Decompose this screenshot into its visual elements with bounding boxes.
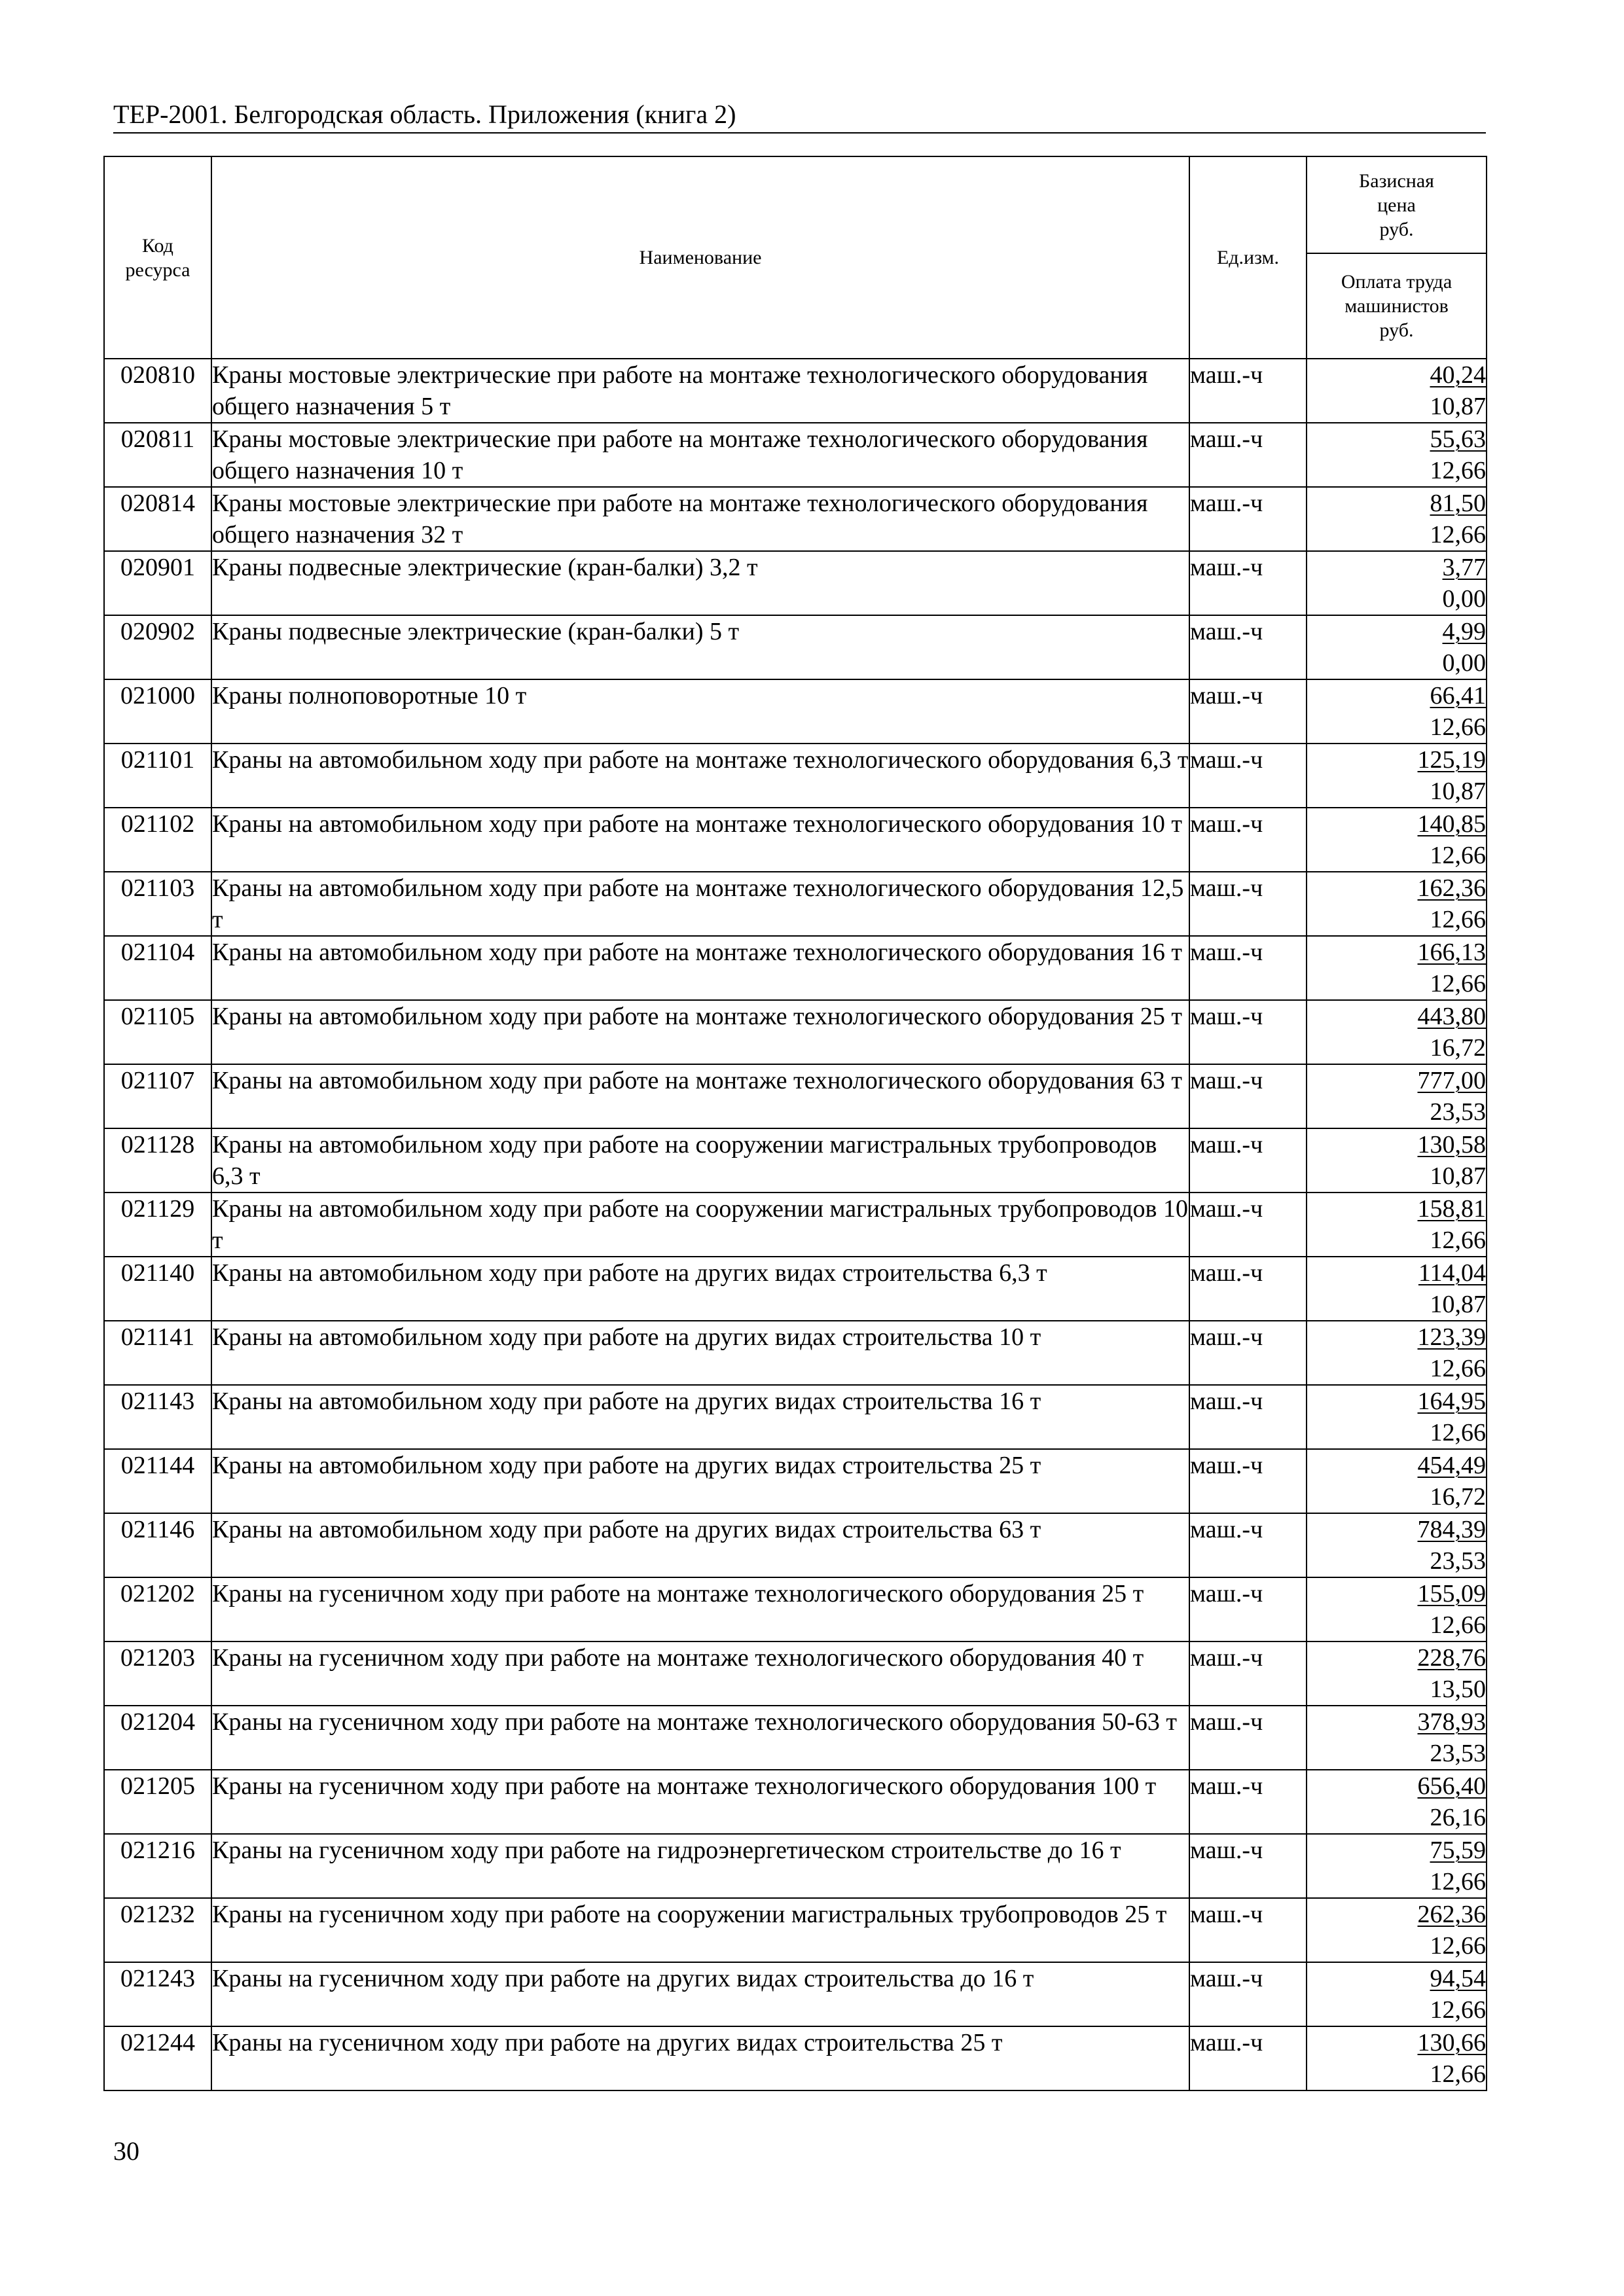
base-price: 162,36 [1417,874,1486,902]
resource-code: 021129 [104,1193,211,1257]
resource-code: 021103 [104,872,211,936]
page-number: 30 [113,2136,139,2166]
unit-of-measure: маш.-ч [1189,808,1307,872]
unit-of-measure: маш.-ч [1189,936,1307,1000]
base-price: 94,54 [1430,1965,1486,1992]
table-row [104,1064,1487,1128]
price-cell [1307,2026,1487,2090]
price-cell [1307,1706,1487,1770]
resource-name: Краны полноповоротные 10 т [211,679,1189,744]
resource-code: 021107 [104,1064,211,1128]
price-cell [1307,487,1487,551]
table-row [104,1128,1487,1193]
base-price: 777,00 [1417,1067,1486,1094]
resource-name: Краны на гусеничном ходу при работе на монтаже технологического оборудования 50-63 т [211,1706,1189,1770]
resource-name: Краны на гусеничном ходу при работе на монтаже технологического оборудования 40 т [211,1641,1189,1706]
resource-code: 021202 [104,1577,211,1641]
operator-wage: 16,72 [1430,1034,1486,1062]
price-cell [1307,1898,1487,1962]
resource-code: 021141 [104,1321,211,1385]
price-cell [1307,1449,1487,1513]
resource-name: Краны на автомобильном ходу при работе на других видах строительства 25 т [211,1449,1189,1513]
resource-name: Краны на автомобильном ходу при работе на сооружении магистральных трубопроводов 10 т [211,1193,1189,1257]
resource-code: 021205 [104,1770,211,1834]
price-cell [1307,551,1487,615]
price-cell [1307,1064,1487,1128]
header-rule [113,132,1486,134]
unit-of-measure: маш.-ч [1189,2026,1307,2090]
table-row [104,551,1487,615]
table-row [104,808,1487,872]
operator-wage: 10,87 [1430,393,1486,420]
operator-wage: 10,87 [1430,1291,1486,1318]
resource-code: 021244 [104,2026,211,2090]
unit-of-measure: маш.-ч [1189,679,1307,744]
table-row [104,1834,1487,1898]
resource-code: 021146 [104,1513,211,1577]
column-header-base-price [1307,156,1487,253]
table-row [104,1385,1487,1449]
table-row [104,615,1487,679]
resource-code: 021140 [104,1257,211,1321]
base-price: 130,58 [1417,1131,1486,1158]
base-price: 3,77 [1442,554,1486,581]
resource-code: 021105 [104,1000,211,1064]
resource-code: 021204 [104,1706,211,1770]
operator-wage: 12,66 [1430,457,1486,484]
base-price: 262,36 [1417,1901,1486,1928]
table-row [104,1962,1487,2026]
price-cell [1307,808,1487,872]
unit-of-measure: маш.-ч [1189,1641,1307,1706]
resource-name: Краны на автомобильном ходу при работе на монтаже технологического оборудования 25 т [211,1000,1189,1064]
column-header-code [104,156,211,359]
base-price: 75,59 [1430,1837,1486,1864]
operator-wage: 12,66 [1430,2060,1486,2088]
base-price: 166,13 [1417,939,1486,966]
base-price: 130,66 [1417,2029,1486,2056]
resource-code: 020810 [104,359,211,423]
table-row [104,1321,1487,1385]
base-price: 378,93 [1417,1708,1486,1736]
resource-code: 021144 [104,1449,211,1513]
unit-of-measure: маш.-ч [1189,1577,1307,1641]
unit-of-measure: маш.-ч [1189,487,1307,551]
column-header-base-price-line2: цена [1377,194,1416,216]
resource-name: Краны на автомобильном ходу при работе на других видах строительства 6,3 т [211,1257,1189,1321]
unit-of-measure: маш.-ч [1189,615,1307,679]
base-price: 656,40 [1417,1772,1486,1800]
table-row [104,1513,1487,1577]
base-price: 114,04 [1418,1259,1486,1287]
resource-code: 021104 [104,936,211,1000]
column-header-wage-line1: Оплата труда [1341,271,1453,293]
price-cell [1307,1641,1487,1706]
column-header-wage [1307,253,1487,359]
unit-of-measure: маш.-ч [1189,744,1307,808]
unit-of-measure: маш.-ч [1189,1898,1307,1962]
resource-code: 021102 [104,808,211,872]
resource-name: Краны на гусеничном ходу при работе на других видах строительства до 16 т [211,1962,1189,2026]
resource-code: 021000 [104,679,211,744]
base-price: 66,41 [1430,682,1486,709]
column-header-code-line1: Код [142,234,173,257]
resource-name: Краны на автомобильном ходу при работе на монтаже технологического оборудования 16 т [211,936,1189,1000]
unit-of-measure: маш.-ч [1189,1449,1307,1513]
table-row [104,1449,1487,1513]
base-price: 123,39 [1417,1323,1486,1351]
operator-wage: 0,00 [1442,649,1486,677]
unit-of-measure: маш.-ч [1189,423,1307,487]
operator-wage: 12,66 [1430,1419,1486,1446]
table-row [104,1257,1487,1321]
operator-wage: 12,66 [1430,1996,1486,2024]
resource-table [103,156,1487,2091]
unit-of-measure: маш.-ч [1189,1834,1307,1898]
operator-wage: 12,66 [1430,842,1486,869]
base-price: 784,39 [1417,1516,1486,1543]
resource-code: 021216 [104,1834,211,1898]
table-row [104,744,1487,808]
unit-of-measure: маш.-ч [1189,1385,1307,1449]
base-price: 454,49 [1417,1452,1486,1479]
table-header [104,156,1487,359]
column-header-unit: Ед.изм. [1189,156,1307,359]
resource-name: Краны на автомобильном ходу при работе на монтаже технологического оборудования 6,3 т [211,744,1189,808]
table-row [104,1577,1487,1641]
unit-of-measure: маш.-ч [1189,359,1307,423]
unit-of-measure: маш.-ч [1189,1513,1307,1577]
table-row [104,423,1487,487]
price-cell [1307,1128,1487,1193]
column-header-code-line2: ресурса [125,259,190,281]
base-price: 4,99 [1442,618,1486,645]
resource-name: Краны на автомобильном ходу при работе на монтаже технологического оборудования 10 т [211,808,1189,872]
operator-wage: 12,66 [1430,1227,1486,1254]
table-body [104,359,1487,2090]
resource-code: 021243 [104,1962,211,2026]
resource-code: 021143 [104,1385,211,1449]
operator-wage: 12,66 [1430,1868,1486,1895]
price-cell [1307,1257,1487,1321]
operator-wage: 23,53 [1430,1740,1486,1767]
base-price: 125,19 [1417,746,1486,774]
column-header-wage-line3: руб. [1379,319,1414,341]
resource-name: Краны на автомобильном ходу при работе на сооружении магистральных трубопроводов 6,3 т [211,1128,1189,1193]
operator-wage: 12,66 [1430,713,1486,741]
column-header-name: Наименование [211,156,1189,359]
resource-name: Краны на гусеничном ходу при работе на сооружении магистральных трубопроводов 25 т [211,1898,1189,1962]
resource-name: Краны на гусеничном ходу при работе на гидроэнергетическом строительстве до 16 т [211,1834,1189,1898]
resource-code: 020811 [104,423,211,487]
resource-name: Краны мостовые электрические при работе на монтаже технологического оборудования общего назначения 10 т [211,423,1189,487]
resource-code: 020814 [104,487,211,551]
unit-of-measure: маш.-ч [1189,1321,1307,1385]
table-row [104,1706,1487,1770]
resource-name: Краны на автомобильном ходу при работе на других видах строительства 16 т [211,1385,1189,1449]
column-header-wage-line2: машинистов [1344,295,1449,317]
base-price: 164,95 [1417,1388,1486,1415]
base-price: 158,81 [1417,1195,1486,1223]
resource-code: 020901 [104,551,211,615]
resource-code: 020902 [104,615,211,679]
unit-of-measure: маш.-ч [1189,1962,1307,2026]
resource-name: Краны на автомобильном ходу при работе на других видах строительства 10 т [211,1321,1189,1385]
table-row [104,1641,1487,1706]
unit-of-measure: маш.-ч [1189,1000,1307,1064]
resource-name: Краны на гусеничном ходу при работе на монтаже технологического оборудования 100 т [211,1770,1189,1834]
unit-of-measure: маш.-ч [1189,551,1307,615]
price-cell [1307,679,1487,744]
price-cell [1307,872,1487,936]
resource-name: Краны на гусеничном ходу при работе на других видах строительства 25 т [211,2026,1189,2090]
resource-name: Краны мостовые электрические при работе на монтаже технологического оборудования общего назначения 5 т [211,359,1189,423]
unit-of-measure: маш.-ч [1189,1706,1307,1770]
unit-of-measure: маш.-ч [1189,1770,1307,1834]
operator-wage: 26,16 [1430,1804,1486,1831]
operator-wage: 12,66 [1430,1932,1486,1960]
table-row [104,936,1487,1000]
resource-name: Краны на автомобильном ходу при работе на монтаже технологического оборудования 63 т [211,1064,1189,1128]
base-price: 140,85 [1417,810,1486,838]
price-cell [1307,1962,1487,2026]
column-header-base-price-line3: руб. [1379,218,1414,240]
operator-wage: 10,87 [1430,1162,1486,1190]
base-price: 81,50 [1430,490,1486,517]
table-row [104,487,1487,551]
price-cell [1307,1513,1487,1577]
operator-wage: 23,53 [1430,1547,1486,1575]
operator-wage: 13,50 [1430,1676,1486,1703]
table-row [104,1000,1487,1064]
price-cell [1307,1385,1487,1449]
price-cell [1307,1834,1487,1898]
operator-wage: 12,66 [1430,970,1486,997]
resource-name: Краны на автомобильном ходу при работе на других видах строительства 63 т [211,1513,1189,1577]
table-row [104,1770,1487,1834]
column-header-base-price-line1: Базисная [1359,170,1434,192]
base-price: 40,24 [1430,361,1486,389]
table-row [104,359,1487,423]
table-row [104,679,1487,744]
base-price: 155,09 [1417,1580,1486,1607]
base-price: 443,80 [1417,1003,1486,1030]
price-cell [1307,1321,1487,1385]
table-row [104,1193,1487,1257]
operator-wage: 10,87 [1430,778,1486,805]
operator-wage: 12,66 [1430,521,1486,548]
price-cell [1307,359,1487,423]
operator-wage: 16,72 [1430,1483,1486,1511]
price-cell [1307,744,1487,808]
price-cell [1307,1577,1487,1641]
resource-name: Краны мостовые электрические при работе на монтаже технологического оборудования общего назначения 32 т [211,487,1189,551]
price-cell [1307,1000,1487,1064]
price-cell [1307,936,1487,1000]
unit-of-measure: маш.-ч [1189,872,1307,936]
resource-code: 021203 [104,1641,211,1706]
unit-of-measure: маш.-ч [1189,1128,1307,1193]
operator-wage: 0,00 [1442,585,1486,613]
price-cell [1307,615,1487,679]
running-title: ТЕР-2001. Белгородская область. Приложения (книга 2) [113,99,736,129]
base-price: 228,76 [1417,1644,1486,1672]
resource-name: Краны на автомобильном ходу при работе на монтаже технологического оборудования 12,5 т [211,872,1189,936]
table-row [104,872,1487,936]
resource-code: 021232 [104,1898,211,1962]
price-cell [1307,1193,1487,1257]
resource-name: Краны на гусеничном ходу при работе на монтаже технологического оборудования 25 т [211,1577,1189,1641]
table-row [104,2026,1487,2090]
resource-code: 021101 [104,744,211,808]
operator-wage: 23,53 [1430,1098,1486,1126]
price-cell [1307,1770,1487,1834]
resource-code: 021128 [104,1128,211,1193]
base-price: 55,63 [1430,425,1486,453]
table-row [104,1898,1487,1962]
operator-wage: 12,66 [1430,906,1486,933]
resource-name: Краны подвесные электрические (кран-балки) 3,2 т [211,551,1189,615]
unit-of-measure: маш.-ч [1189,1257,1307,1321]
unit-of-measure: маш.-ч [1189,1193,1307,1257]
resource-name: Краны подвесные электрические (кран-балки) 5 т [211,615,1189,679]
operator-wage: 12,66 [1430,1611,1486,1639]
operator-wage: 12,66 [1430,1355,1486,1382]
price-cell [1307,423,1487,487]
unit-of-measure: маш.-ч [1189,1064,1307,1128]
